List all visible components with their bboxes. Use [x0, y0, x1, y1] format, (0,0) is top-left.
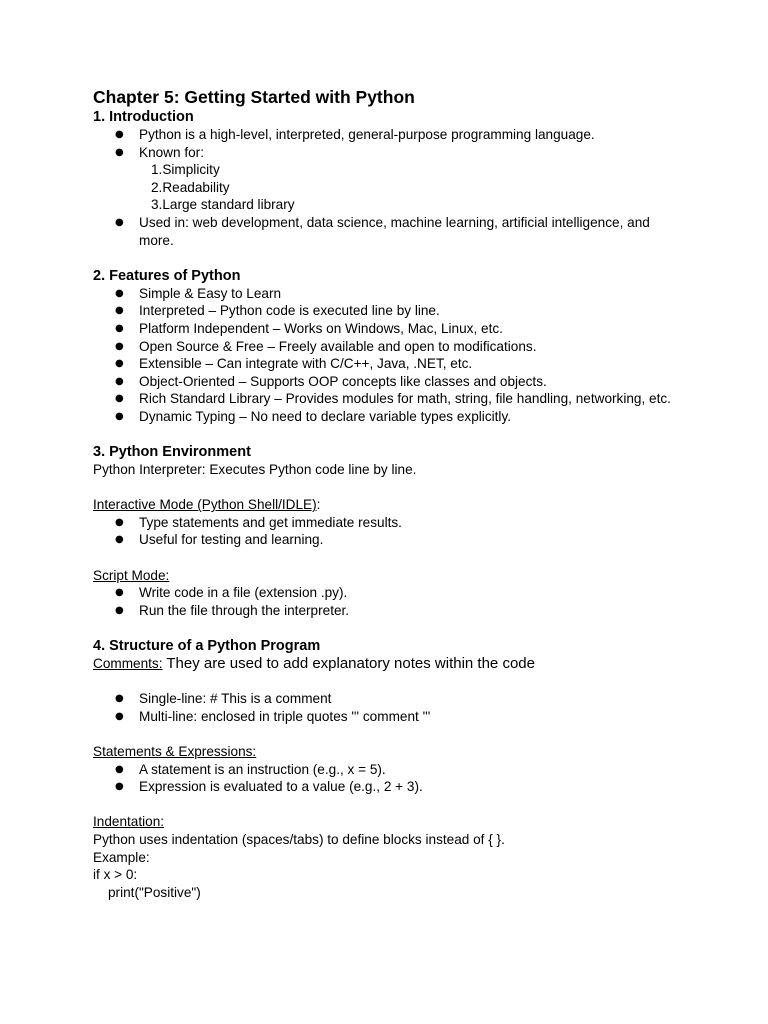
list-item: ● Write code in a file (extension .py).: [93, 584, 683, 602]
spacer: [93, 549, 683, 567]
interactive-mode-colon: :: [316, 497, 321, 513]
section-structure-heading: 4. Structure of a Python Program: [93, 638, 321, 655]
script-mode-label-text: Script Mode:: [93, 567, 170, 583]
code-line: print("Positive"): [108, 884, 201, 900]
list-item: ● Interpreted – Python code is executed line by line.: [93, 302, 683, 320]
list-item: ● Open Source & Free – Freely available and open to modifications.: [93, 338, 683, 356]
section-features-heading: 2. Features of Python: [93, 267, 241, 284]
list-item: ● Known for:: [93, 144, 683, 162]
list-item: ● Extensible – Can integrate with C/C++, Java, .NET, etc.: [93, 355, 683, 373]
spacer: [93, 479, 683, 497]
section-introduction-heading: 1. Introduction: [93, 109, 194, 125]
document-content: [93, 86, 683, 901]
chapter-title: Chapter 5: Getting Started with Python: [93, 87, 415, 107]
list-item: ● Simple & Easy to Learn: [93, 285, 683, 303]
section-environment-heading: 3. Python Environment: [93, 444, 251, 461]
spacer: [93, 249, 683, 267]
list-item: ● Multi-line: enclosed in triple quotes ''' comment ''': [93, 708, 683, 726]
introduction-list: [93, 126, 683, 161]
script-mode-list: [93, 584, 683, 619]
interactive-mode-label: [93, 496, 683, 514]
indentation-label: [93, 813, 683, 831]
indentation-label-text: Indentation:: [93, 814, 165, 830]
spacer: [93, 796, 683, 814]
comments-line: [93, 655, 683, 673]
statements-list: [93, 761, 683, 796]
statements-label: [93, 743, 683, 761]
list-item: ● Platform Independent – Works on Windows, Mac, Linux, etc.: [93, 320, 683, 338]
spacer: [93, 725, 683, 743]
features-list: [93, 285, 683, 426]
statements-label-text: Statements & Expressions:: [93, 744, 257, 759]
numbered-item: 1.Simplicity: [151, 162, 220, 178]
list-item: ● Type statements and get immediate results.: [93, 514, 683, 532]
list-item: ● Expression is evaluated to a value (e.g., 2 + 3).: [93, 778, 683, 796]
spacer: [93, 673, 683, 691]
list-item: ● Python is a high-level, interpreted, general-purpose programming language.: [93, 126, 683, 144]
comments-text: They are used to add explanatory notes within the code: [162, 655, 535, 673]
introduction-list-cont: [93, 214, 683, 249]
known-for-list: [93, 161, 683, 214]
comments-label: Comments:: [93, 656, 163, 672]
numbered-item: 3.Large standard library: [151, 197, 295, 213]
comments-list: [93, 690, 683, 725]
example-label: Example:: [93, 849, 150, 865]
interactive-mode-label-text: Interactive Mode (Python Shell/IDLE): [93, 497, 317, 513]
spacer: [93, 619, 683, 637]
interpreter-text: Python Interpreter: Executes Python code line by line.: [93, 462, 417, 478]
list-item: ● Single-line: # This is a comment: [93, 690, 683, 708]
list-item: ● Rich Standard Library – Provides modules for math, string, file handling, networking, etc.: [93, 390, 683, 408]
code-line: if x > 0:: [93, 867, 138, 883]
list-item: ● Used in: web development, data science, machine learning, artificial intelligence, and more.: [93, 214, 683, 249]
indentation-text: Python uses indentation (spaces/tabs) to define blocks instead of { }.: [93, 831, 505, 847]
spacer: [93, 426, 683, 444]
list-item: ● A statement is an instruction (e.g., x = 5).: [93, 761, 683, 779]
list-item: ● Useful for testing and learning.: [93, 531, 683, 549]
numbered-item: 2.Readability: [151, 179, 230, 195]
list-item: ● Object-Oriented – Supports OOP concepts like classes and objects.: [93, 373, 683, 391]
list-item: ● Run the file through the interpreter.: [93, 602, 683, 620]
script-mode-label: [93, 567, 683, 585]
interactive-mode-list: [93, 514, 683, 549]
list-item: ● Dynamic Typing – No need to declare variable types explicitly.: [93, 408, 683, 426]
